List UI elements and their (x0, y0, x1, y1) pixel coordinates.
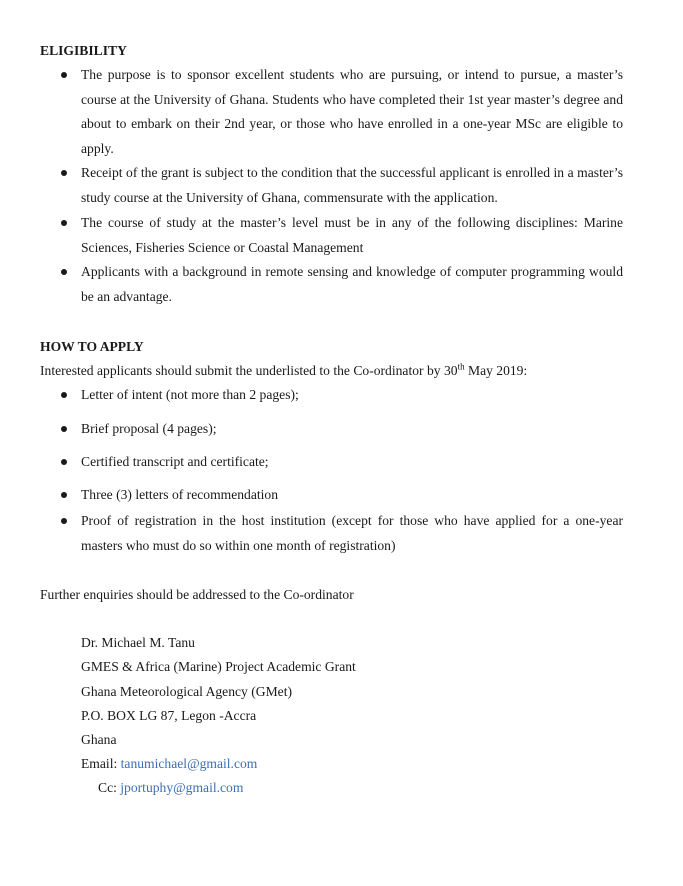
cc-label: Cc: (98, 780, 121, 795)
list-item-text: Letter of intent (not more than 2 pages); (81, 387, 299, 402)
bullet-icon (61, 392, 67, 398)
bullet-icon (61, 220, 67, 226)
bullet-icon (61, 518, 67, 524)
email-link[interactable]: tanumichael@gmail.com (120, 756, 258, 771)
intro-text: Interested applicants should submit the underlisted to the Co-ordinator by 30 (40, 363, 458, 378)
how-to-apply-intro (40, 362, 527, 380)
list-item-text: Applicants with a background in remote sensing and knowledge of computer programming would be an advantage. (81, 264, 623, 304)
bullet-icon (61, 426, 67, 432)
contact-email-line (81, 755, 257, 773)
eligibility-heading: ELIGIBILITY (40, 43, 127, 58)
list-item-text: Certified transcript and certificate; (81, 454, 269, 469)
contact-country: Ghana (81, 732, 117, 747)
contact-agency: Ghana Meteorological Agency (GMet) (81, 684, 293, 699)
contact-name: Dr. Michael M. Tanu (81, 635, 195, 650)
intro-date-text: May 2019: (464, 363, 528, 378)
how-to-apply-heading: HOW TO APPLY (40, 339, 144, 354)
bullet-icon (61, 170, 67, 176)
list-item-text: Receipt of the grant is subject to the condition that the successful applicant is enrolled in a master’s study course at the University of Ghana, commensurate with the application. (81, 165, 623, 205)
contact-cc-line (98, 779, 243, 797)
contact-org: GMES & Africa (Marine) Project Academic Grant (81, 659, 356, 674)
list-item-text: Brief proposal (4 pages); (81, 421, 217, 436)
list-item-text: The purpose is to sponsor excellent students who are pursuing, or intend to pursue, a master’s course at the University of Ghana. Students who have completed their 1st year master’s degree and about to embark on their 2nd year, or those who have enrolled in a one-year MSc are eligible to apply. (81, 67, 623, 156)
bullet-icon (61, 72, 67, 78)
email-label: Email: (81, 756, 121, 771)
enquiries-text: Further enquiries should be addressed to the Co-ordinator (40, 587, 354, 602)
list-item-text: The course of study at the master’s level must be in any of the following disciplines: Marine Sciences, Fisheries Science or Coastal Management (81, 215, 623, 255)
list-item-text: Three (3) letters of recommendation (81, 487, 279, 502)
bullet-icon (61, 459, 67, 465)
cc-email-link[interactable]: jportuphy@gmail.com (120, 780, 244, 795)
bullet-icon (61, 492, 67, 498)
intro-superscript: th (457, 361, 465, 372)
bullet-icon (61, 269, 67, 275)
contact-box: P.O. BOX LG 87, Legon -Accra (81, 708, 257, 723)
list-item-text: Proof of registration in the host institution (except for those who have applied for a one-year masters who must do so within one month of registration) (81, 513, 623, 553)
